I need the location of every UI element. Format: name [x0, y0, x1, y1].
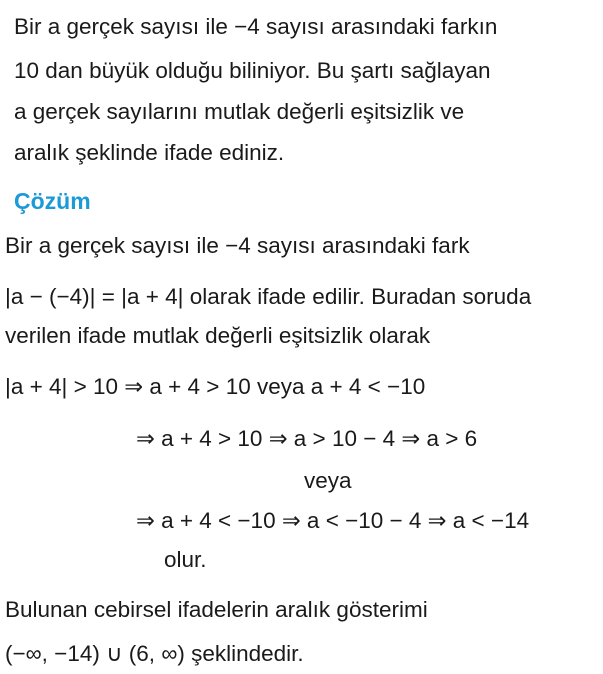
olur-text: olur. [164, 547, 207, 572]
solution-expression: |a − (−4)| = |a + 4| olarak ifade edilir. Buradan soruda [5, 284, 532, 309]
solution-intro: Bir a gerçek sayısı ile −4 sayısı arasındaki fark [5, 233, 470, 258]
question-line-1: Bir a gerçek sayısı ile −4 sayısı arasındaki farkın [14, 14, 498, 39]
interval-result: (−∞, −14) ∪ (6, ∞) şeklindedir. [5, 641, 304, 666]
interval-intro: Bulunan cebirsel ifadelerin aralık gösterimi [5, 597, 428, 622]
inequality-main: |a + 4| > 10 ⇒ a + 4 > 10 veya a + 4 < −10 [5, 374, 426, 399]
solution-expression-cont: verilen ifade mutlak değerli eşitsizlik olarak [5, 323, 431, 348]
inequality-step-2: ⇒ a + 4 < −10 ⇒ a < −10 − 4 ⇒ a < −14 [136, 508, 530, 533]
question-line-2: 10 dan büyük olduğu biliniyor. Bu şartı sağlayan [14, 58, 491, 83]
solution-heading: Çözüm [14, 188, 91, 214]
question-line-3: a gerçek sayılarını mutlak değerli eşitsizlik ve [14, 99, 465, 124]
question-line-4: aralık şeklinde ifade ediniz. [14, 140, 285, 165]
or-word: veya [304, 468, 352, 493]
inequality-step-1: ⇒ a + 4 > 10 ⇒ a > 10 − 4 ⇒ a > 6 [136, 426, 478, 451]
